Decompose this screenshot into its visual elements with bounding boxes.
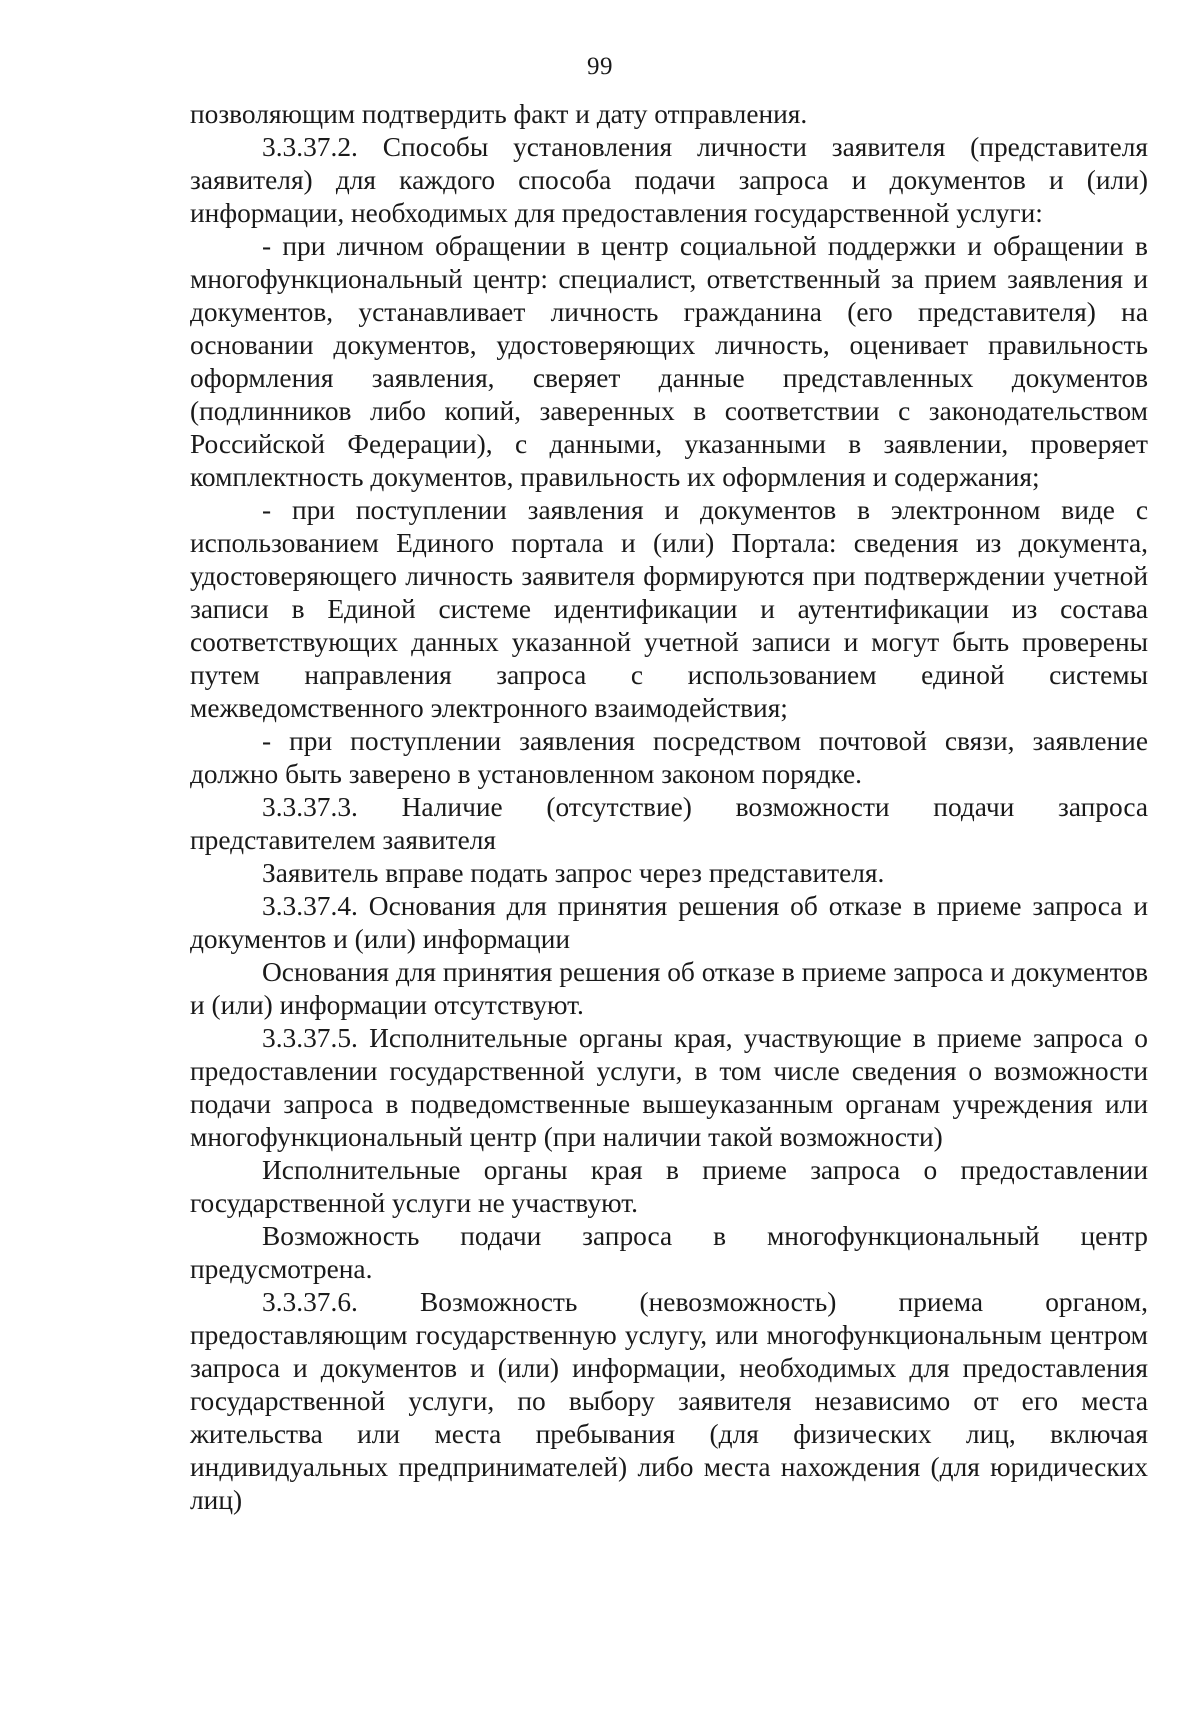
paragraph-personal-visit: - при личном обращении в центр социальной поддержки и обращении в многофункциональный центр: специалист, ответственный за прием заявления и документов, устанавливает личность гражданина (его представителя) на основании документов, удостоверяющих личность, оценивает правильность оформления заявления, сверяет данные представленных документов (подлинников либо копий, заверенных в соответствии с законодательством Российской Федерации), с данными, указанными в заявлении, проверяет комплектность документов, правильность их оформления и содержания;	[190, 231, 1148, 492]
paragraph-3-3-37-4: 3.3.37.4. Основания для принятия решения об отказе в приеме запроса и документов и (или) информации	[190, 891, 1148, 954]
paragraph-3-3-37-6: 3.3.37.6. Возможность (невозможность) приема органом, предоставляющим государственную услугу, или многофункциональным центром запроса и документов и (или) информации, необходимых для предоставления государственной услуги, по выбору заявителя независимо от его места жительства или места пребывания (для физических лиц, включая индивидуальных предпринимателей) либо места нахождения (для юридических лиц)	[190, 1287, 1148, 1515]
paragraph-no-refusal-grounds: Основания для принятия решения об отказе в приеме запроса и документов и (или) информации отсутствуют.	[190, 957, 1148, 1020]
paragraph-representative: Заявитель вправе подать запрос через представителя.	[262, 858, 885, 888]
paragraph-electronic-submission: - при поступлении заявления и документов в электронном виде с использованием Единого портала и (или) Портала: сведения из документа, удостоверяющего личность заявителя формируются при подтверждении учетной записи в Единой системе идентификации и аутентификации из состава соответствующих данных указанной учетной записи и могут быть проверены путем направления запроса с использованием единой системы межведомственного электронного взаимодействия;	[190, 495, 1148, 723]
paragraph-3-3-37-5: 3.3.37.5. Исполнительные органы края, участвующие в приеме запроса о предоставлении государственной услуги, в том числе сведения о возможности подачи запроса в подведомственные вышеуказанным органам учреждения или многофункциональный центр (при наличии такой возможности)	[190, 1023, 1148, 1152]
page-number: 99	[587, 53, 613, 80]
paragraph-postal-submission: - при поступлении заявления посредством почтовой связи, заявление должно быть заверено в установленном законом порядке.	[190, 726, 1148, 789]
paragraph-bodies-not-participating: Исполнительные органы края в приеме запроса о предоставлении государственной услуги не участвуют.	[190, 1155, 1148, 1218]
paragraph-continuation: позволяющим подтвердить факт и дату отправления.	[190, 99, 808, 129]
paragraph-3-3-37-3: 3.3.37.3. Наличие (отсутствие) возможности подачи запроса представителем заявителя	[190, 792, 1148, 855]
paragraph-3-3-37-2: 3.3.37.2. Способы установления личности заявителя (представителя заявителя) для каждого способа подачи запроса и документов и (или) информации, необходимых для предоставления государственной услуги:	[190, 132, 1148, 228]
document-body	[190, 98, 1148, 1517]
paragraph-mfc-possible: Возможность подачи запроса в многофункциональный центр предусмотрена.	[190, 1221, 1148, 1284]
